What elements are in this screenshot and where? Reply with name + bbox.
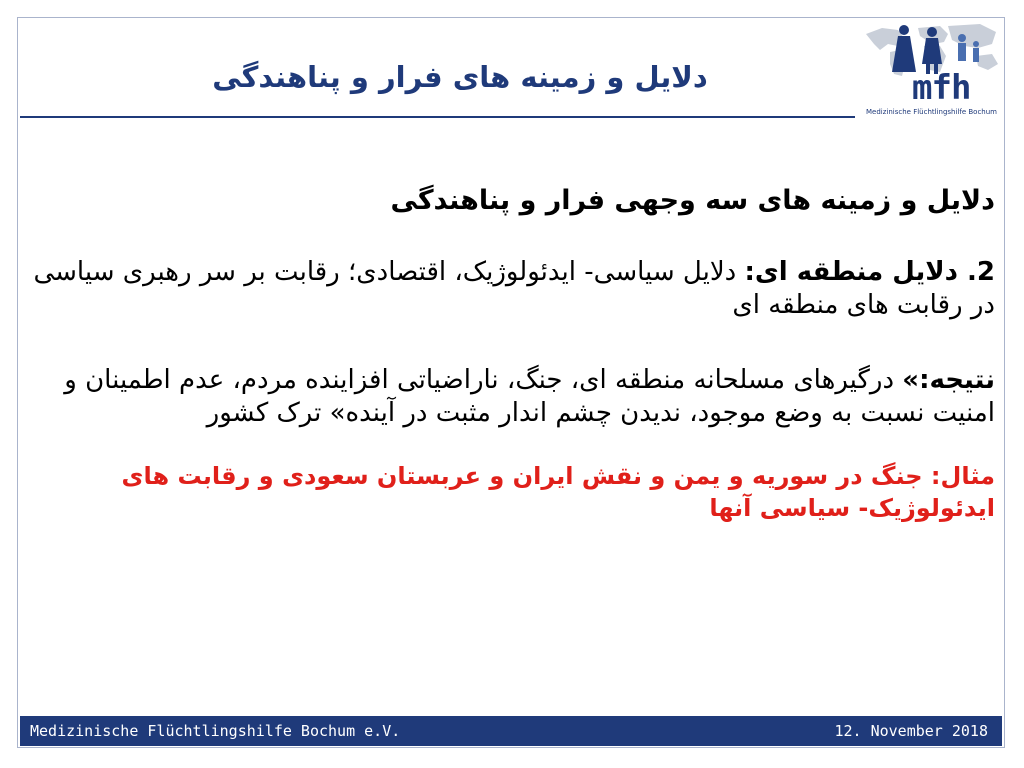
logo-text: mfh — [912, 68, 971, 108]
example-paragraph: مثال: جنگ در سوریه و یمن و نقش ایران و عربستان سعودی و رقابت های ایدئولوژیک- سیاسی آنها — [121, 462, 995, 522]
footer-organization: Medizinische Flüchtlingshilfe Bochum e.V. — [30, 722, 401, 740]
point-2-text: دلایل سیاسی- ایدئولوژیک، اقتصادی؛ رقابت بر سر رهبری سیاسی در رقابت های منطقه ای — [33, 257, 995, 320]
footer-date: 12. November 2018 — [834, 722, 988, 740]
point-2-paragraph — [30, 256, 995, 322]
slide-content — [30, 185, 995, 524]
slide-title: دلایل و زمینه های فرار و پناهندگی — [212, 60, 708, 94]
footer-bar — [20, 716, 1002, 746]
point-2-label: 2. دلایل منطقه ای: — [744, 257, 995, 287]
result-label: نتیجه:» — [902, 365, 995, 395]
result-text: درگیرهای مسلحانه منطقه ای، جنگ، ناراضیاتی افزاینده مردم، عدم اطمینان و امنیت نسبت به وضع موجود، ندیدن چشم اندار مثبت در آینده» ترک کشور — [64, 365, 995, 428]
result-paragraph — [30, 364, 995, 430]
title-divider — [20, 116, 855, 118]
content-heading: دلایل و زمینه های سه وجهی فرار و پناهندگی — [390, 185, 995, 216]
logo-subtitle: Medizinische Flüchtlingshilfe Bochum — [866, 108, 998, 116]
